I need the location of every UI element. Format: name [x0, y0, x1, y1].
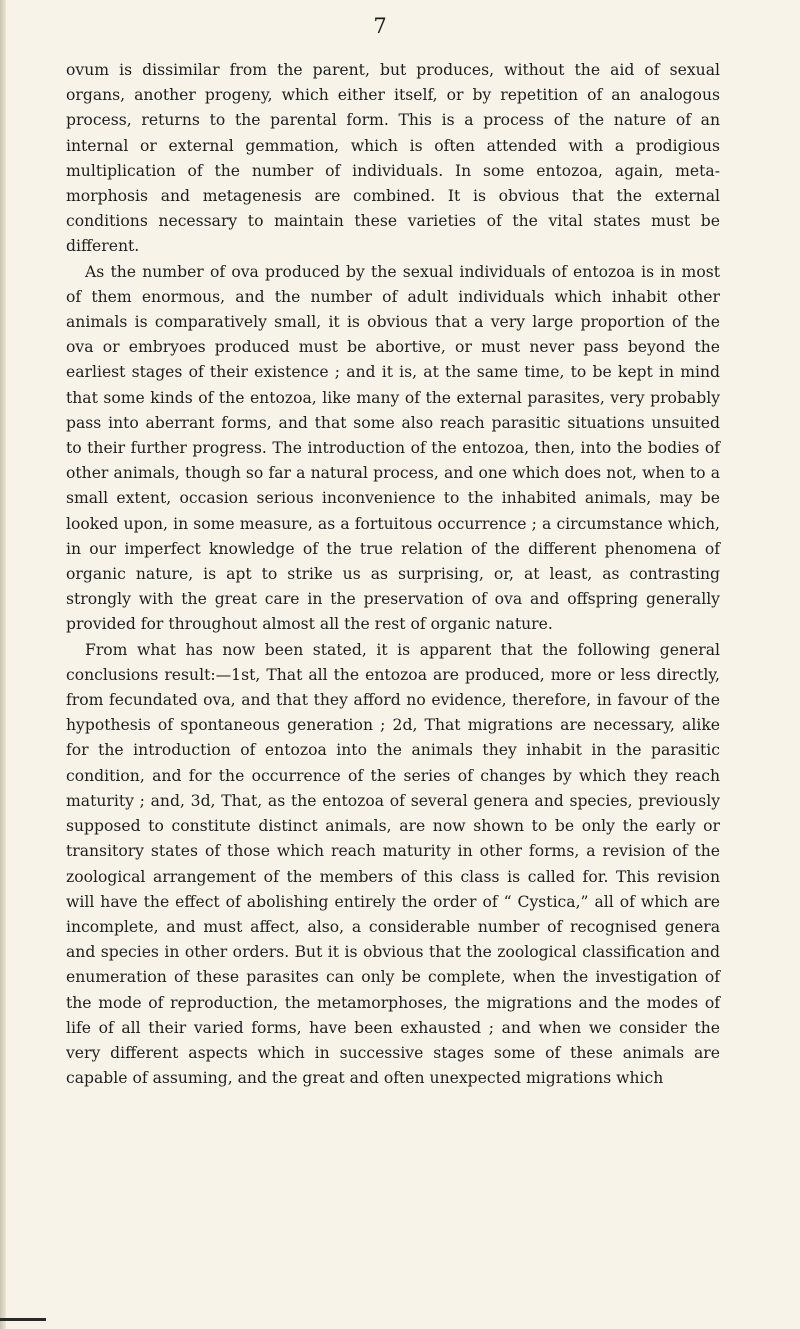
margin-rule — [0, 1318, 46, 1321]
page-number: 7 — [373, 14, 387, 38]
page-binding-edge — [0, 0, 6, 1329]
paragraph-continued: ovum is dissimilar from the parent, but produces, without the aid of sexual organs, another progeny, which either itself, or by repetition of an analogous process, returns to the parental form. This is a process of the nature of an internal or external gemmation, which is often attended with a prodigious multiplication of the number of individuals. In some entozoa, again, metamorphosis and metagenesis are combined. It is obvious that the external conditions necessary to maintain these varieties of the vital states must be different. — [66, 61, 720, 256]
paragraph-ova-number: As the number of ova produced by the sexual individuals of entozoa is in most of them enormous, and the number of adult individuals which inhabit other animals is comparatively small, it is obvious that a very large proportion of the ova or embryoes produced must be abortive, or must never pass beyond the earliest stages of their existence ; and it is, at the same time, to be kept in mind that some kinds of the entozoa, like many of the external parasites, very probably pass into aberrant forms, and that some also reach parasitic situations unsuited to their further progress. The introduction of the entozoa, then, into the bodies of other animals, though so far a natural process, and one which does not, when to a small extent, occasion serious inconvenience to the inhabited animals, may be looked upon, in some measure, as a fortuitous occurrence ; a circumstance which, in our imperfect knowledge of the true relation of the different phenomena of organic nature, is apt to strike us as surprising, or, at least, as contrasting strongly with the great care in the preservation of ova and offspring generally provided for throughout almost all the rest of organic nature. — [66, 262, 720, 634]
body-text — [66, 58, 720, 1091]
paragraph-conclusions: From what has now been stated, it is apparent that the following general conclusions result:—1st, That all the entozoa are produced, more or less directly, from fecundated ova, and that they afford no evidence, therefore, in favour of the hypothesis of spontaneous generation ; 2d, That migrations are necessary, alike for the introduction of entozoa into the animals they inhabit in the parasitic condition, and for the occurrence of the series of changes by which they reach maturity ; and, 3d, That, as the entozoa of several genera and species, previously supposed to constitute distinct animals, are now shown to be only the early or transitory states of those which reach maturity in other forms, a revision of the zoological arrangement of the members of this class is called for. This revision will have the effect of abolishing entirely the order of “ Cystica,” all of which are incomplete, and must affect, also, a considerable number of recognised genera and species in other orders. But it is obvious that the zoological classification and enumeration of these parasites can only be complete, when the investigation of the mode of reproduction, the metamorphoses, the migrations and the modes of life of all their varied forms, have been exhausted ; and when we consider the very different aspects which in successive stages some of these animals are capable of assuming, and the great and often unexpected migrations which — [66, 640, 720, 1088]
